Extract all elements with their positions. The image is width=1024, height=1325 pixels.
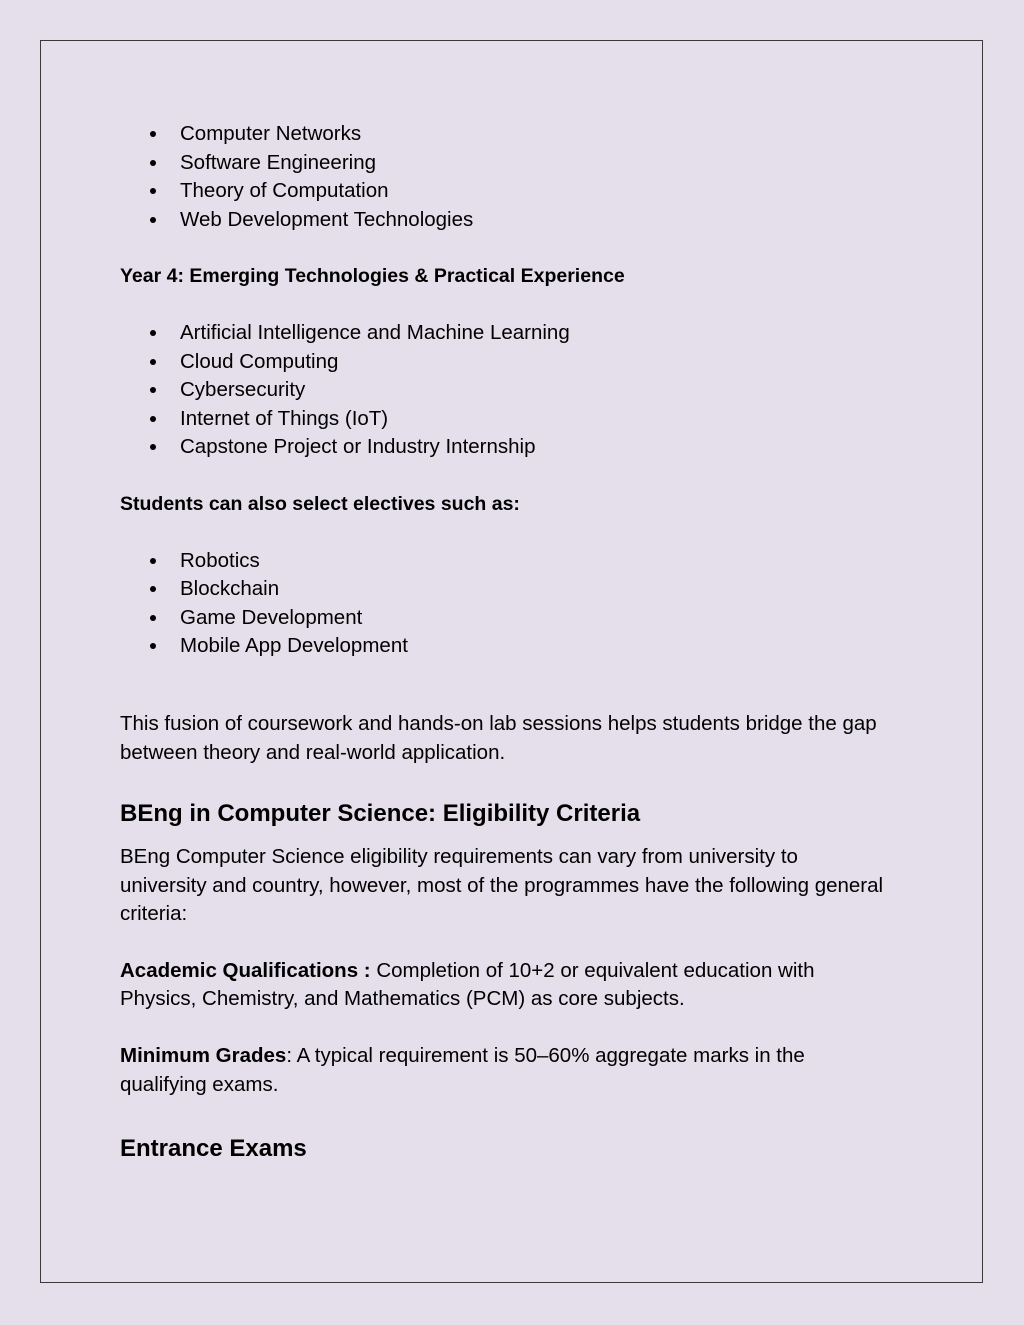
document-content bbox=[120, 120, 890, 1164]
year4-heading: Year 4: Emerging Technologies & Practical Experience bbox=[120, 265, 625, 288]
eligibility-heading: BEng in Computer Science: Eligibility Criteria bbox=[120, 800, 641, 828]
bullet-icon bbox=[150, 586, 156, 592]
academic-qualifications bbox=[120, 957, 890, 1014]
eligibility-intro: BEng Computer Science eligibility requirements can vary from university to university and country, however, most of the programmes have the following general criteria: bbox=[120, 845, 884, 926]
bullet-icon bbox=[150, 131, 156, 137]
list-item: Blockchain bbox=[120, 575, 890, 604]
electives-heading: Students can also select electives such as: bbox=[120, 492, 520, 515]
list-item: Cybersecurity bbox=[120, 376, 890, 405]
bullet-icon bbox=[150, 643, 156, 649]
bullet-icon bbox=[150, 330, 156, 336]
minimum-grades bbox=[120, 1042, 890, 1099]
list-item: Mobile App Development bbox=[120, 632, 890, 661]
list-item: Web Development Technologies bbox=[120, 206, 890, 235]
grades-label: Minimum Grades bbox=[120, 1044, 287, 1068]
fusion-paragraph: This fusion of coursework and hands-on lab sessions helps students bridge the gap between theory and real-world application. bbox=[120, 711, 877, 764]
academic-text: Completion of 10+2 or equivalent education with Physics, Chemistry, and Mathematics (PCM) as core subjects. bbox=[120, 958, 815, 1011]
electives-list bbox=[120, 547, 890, 661]
bullet-icon bbox=[150, 217, 156, 223]
entrance-exams-heading: Entrance Exams bbox=[120, 1135, 307, 1163]
bullet-icon bbox=[150, 615, 156, 621]
bullet-icon bbox=[150, 188, 156, 194]
list-item: Artificial Intelligence and Machine Learning bbox=[120, 319, 890, 348]
year3-course-list bbox=[120, 120, 890, 234]
bullet-icon bbox=[150, 416, 156, 422]
academic-label: Academic Qualifications : bbox=[120, 958, 371, 982]
year4-course-list bbox=[120, 319, 890, 462]
list-item: Cloud Computing bbox=[120, 348, 890, 377]
list-item: Internet of Things (IoT) bbox=[120, 405, 890, 434]
bullet-icon bbox=[150, 387, 156, 393]
list-item: Game Development bbox=[120, 604, 890, 633]
list-item: Computer Networks bbox=[120, 120, 890, 149]
bullet-icon bbox=[150, 359, 156, 365]
bullet-icon bbox=[150, 558, 156, 564]
bullet-icon bbox=[150, 160, 156, 166]
list-item: Capstone Project or Industry Internship bbox=[120, 433, 890, 462]
list-item: Robotics bbox=[120, 547, 890, 576]
list-item: Software Engineering bbox=[120, 149, 890, 178]
grades-text: : A typical requirement is 50–60% aggregate marks in the qualifying exams. bbox=[120, 1044, 805, 1096]
list-item: Theory of Computation bbox=[120, 177, 890, 206]
bullet-icon bbox=[150, 444, 156, 450]
